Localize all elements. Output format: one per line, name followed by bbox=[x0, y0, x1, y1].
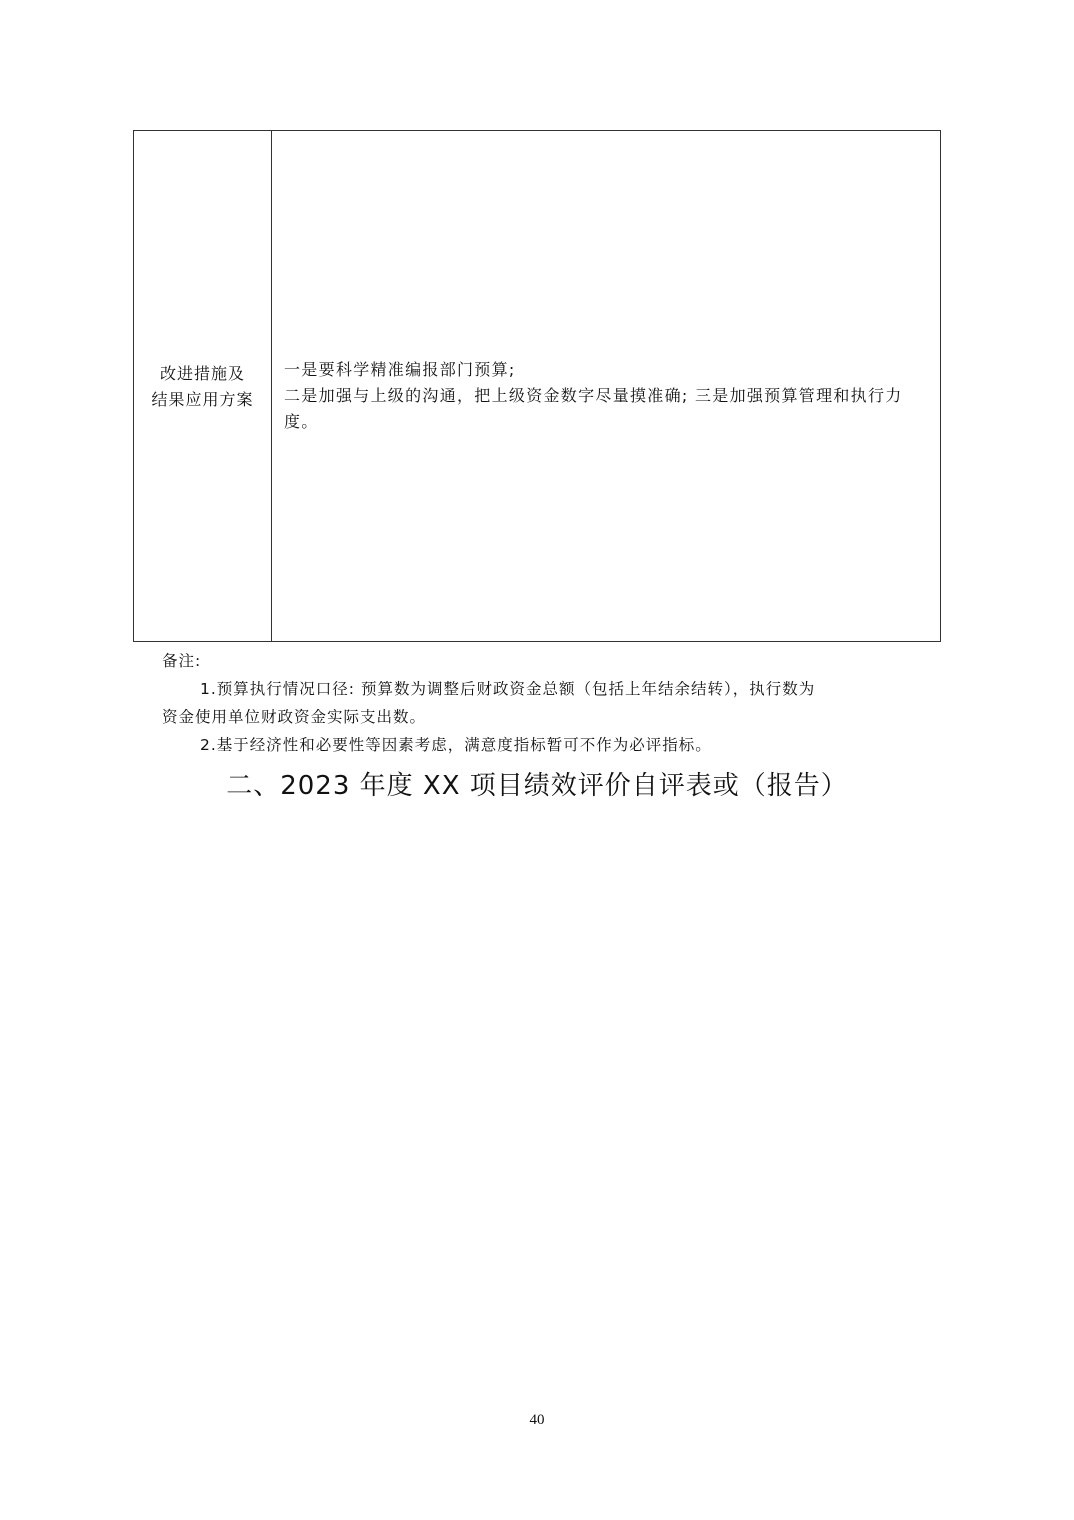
note-1-line-2: 资金使用单位财政资金实际支出数。 bbox=[162, 708, 427, 726]
label-line-2: 结果应用方案 bbox=[151, 390, 254, 409]
notes-heading: 备注: bbox=[162, 652, 202, 670]
note-2: 2.基于经济性和必要性等因素考虑，满意度指标暂可不作为必评指标。 bbox=[200, 736, 712, 754]
notes-section bbox=[162, 647, 922, 759]
content-text-block bbox=[284, 357, 928, 435]
content-line-2: 二是加强与上级的沟通，把上级资金数字尽量摸准确; 三是加强预算管理和执行力度。 bbox=[284, 386, 903, 431]
label-line-1: 改进措施及 bbox=[159, 364, 245, 383]
evaluation-table bbox=[133, 130, 941, 642]
section-heading: 二、2023 年度 XX 项目绩效评价自评表或（报告） bbox=[226, 771, 848, 801]
content-line-1: 一是要科学精准编报部门预算; bbox=[284, 360, 516, 379]
page-number: 40 bbox=[529, 1412, 545, 1428]
table-label-cell bbox=[134, 131, 272, 641]
note-1-line-1: 1.预算执行情况口径: 预算数为调整后财政资金总额（包括上年结余结转），执行数为 bbox=[200, 680, 816, 698]
table-content-cell bbox=[272, 131, 940, 641]
